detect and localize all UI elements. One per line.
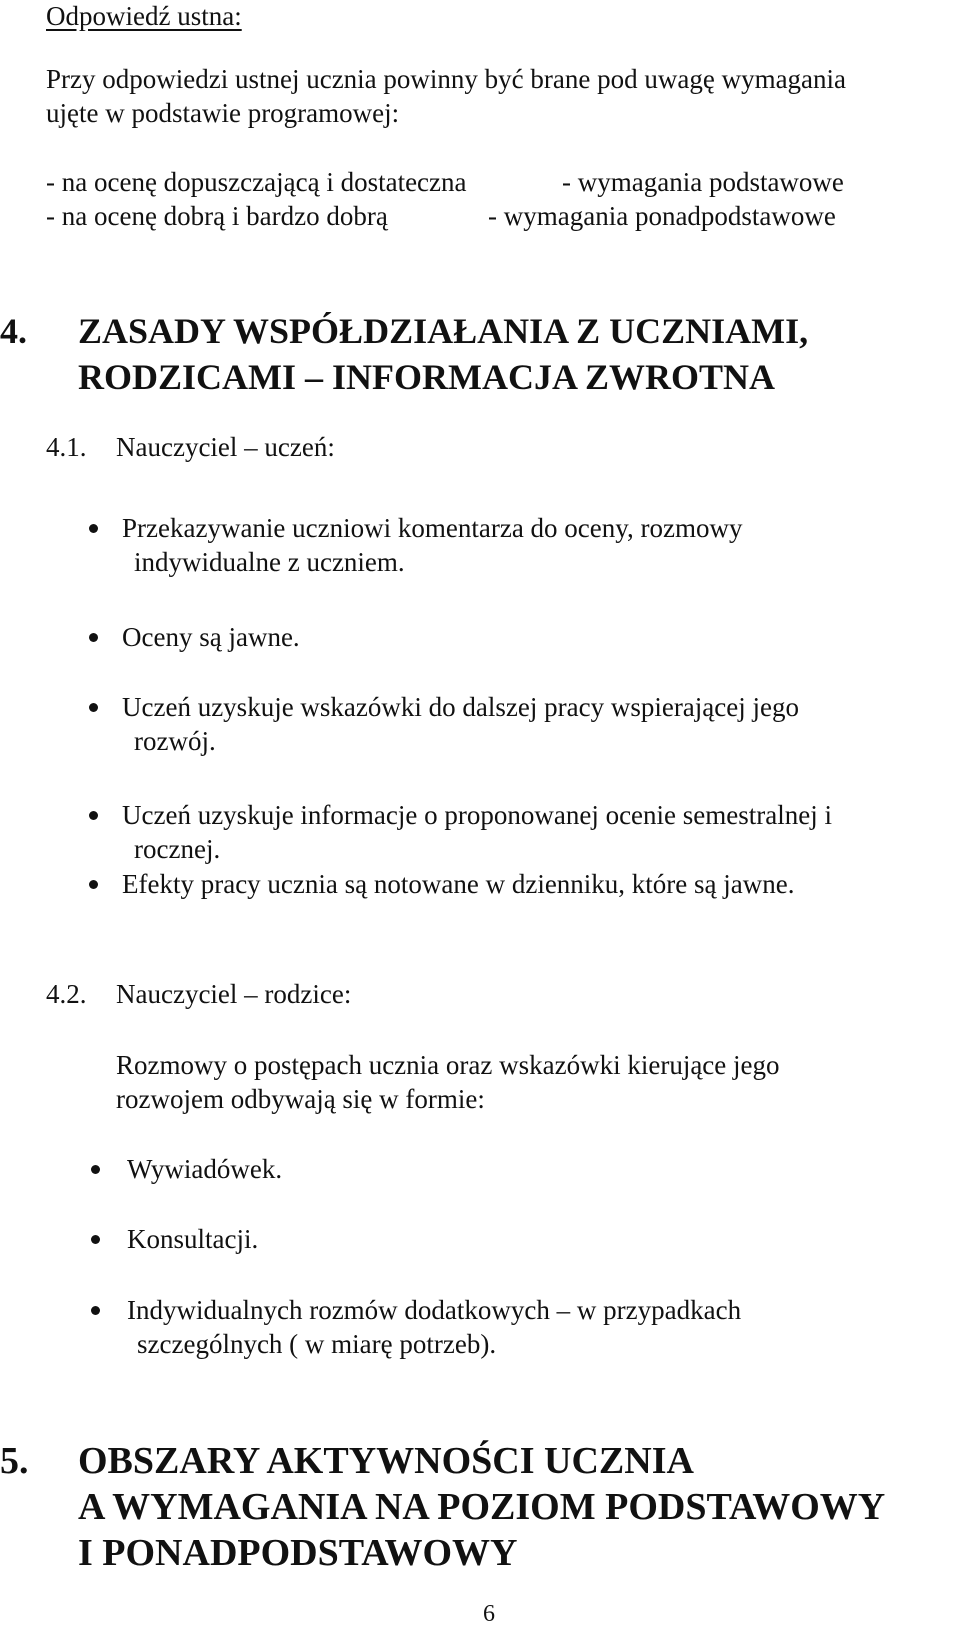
oral-intro-line-2: ujęte w podstawie programowej: <box>46 98 400 128</box>
bullet-icon <box>89 811 98 820</box>
list-item-continuation: indywidualne z uczniem. <box>134 547 405 577</box>
oral-intro-line-1: Przy odpowiedzi ustnej ucznia powinny być brane pod uwagę wymagania <box>46 64 847 94</box>
subsection-4-1-title: Nauczyciel – uczeń: <box>116 432 335 462</box>
list-item: Uczeń uzyskuje wskazówki do dalszej pracy wspierającej jego <box>122 692 799 722</box>
list-item: Oceny są jawne. <box>122 622 300 652</box>
list-item: Wywiadówek. <box>127 1154 283 1184</box>
section-5-title-line-1: OBSZARY AKTYWNOŚCI UCZNIA <box>78 1440 694 1482</box>
section-4-number: 4. <box>0 311 27 351</box>
list-item-continuation: rocznej. <box>134 834 221 864</box>
paragraph-line-2: rozwojem odbywają się w formie: <box>116 1084 485 1114</box>
subsection-4-2-number: 4.2. <box>46 979 87 1009</box>
list-item: Uczeń uzyskuje informacje o proponowanej ocenie semestralnej i <box>122 800 832 830</box>
bullet-icon <box>91 1235 100 1244</box>
bullet-icon <box>89 524 98 533</box>
page-number: 6 <box>483 1601 495 1627</box>
section-4-title-line-1: ZASADY WSPÓŁDZIAŁANIA Z UCZNIAMI, <box>78 311 809 351</box>
bullet-icon <box>91 1306 100 1315</box>
subsection-4-2-title: Nauczyciel – rodzice: <box>116 979 352 1009</box>
list-item-continuation: rozwój. <box>134 726 216 756</box>
requirement-row-left: - na ocenę dopuszczającą i dostateczna <box>46 167 467 197</box>
section-5-number: 5. <box>0 1440 29 1482</box>
requirement-row-right: - wymagania podstawowe <box>562 167 844 197</box>
oral-answer-heading: Odpowiedź ustna: <box>46 1 242 31</box>
list-item: Indywidualnych rozmów dodatkowych – w przypadkach <box>127 1295 742 1325</box>
bullet-icon <box>89 880 98 889</box>
bullet-icon <box>89 703 98 712</box>
list-item-continuation: szczególnych ( w miarę potrzeb). <box>137 1329 497 1359</box>
subsection-4-1-number: 4.1. <box>46 432 87 462</box>
bullet-icon <box>89 633 98 642</box>
list-item: Efekty pracy ucznia są notowane w dzienniku, które są jawne. <box>122 869 795 899</box>
paragraph-line-1: Rozmowy o postępach ucznia oraz wskazówki kierujące jego <box>116 1050 780 1080</box>
requirement-row-left: - na ocenę dobrą i bardzo dobrą <box>46 201 388 231</box>
list-item: Konsultacji. <box>127 1224 259 1254</box>
requirement-row-right: - wymagania ponadpodstawowe <box>488 201 836 231</box>
section-4-title-line-2: RODZICAMI – INFORMACJA ZWROTNA <box>78 357 776 397</box>
bullet-icon <box>91 1165 100 1174</box>
section-5-title-line-2: A WYMAGANIA NA POZIOM PODSTAWOWY <box>78 1486 886 1528</box>
section-5-title-line-3: I PONADPODSTAWOWY <box>78 1532 518 1574</box>
list-item: Przekazywanie uczniowi komentarza do oceny, rozmowy <box>122 513 743 543</box>
